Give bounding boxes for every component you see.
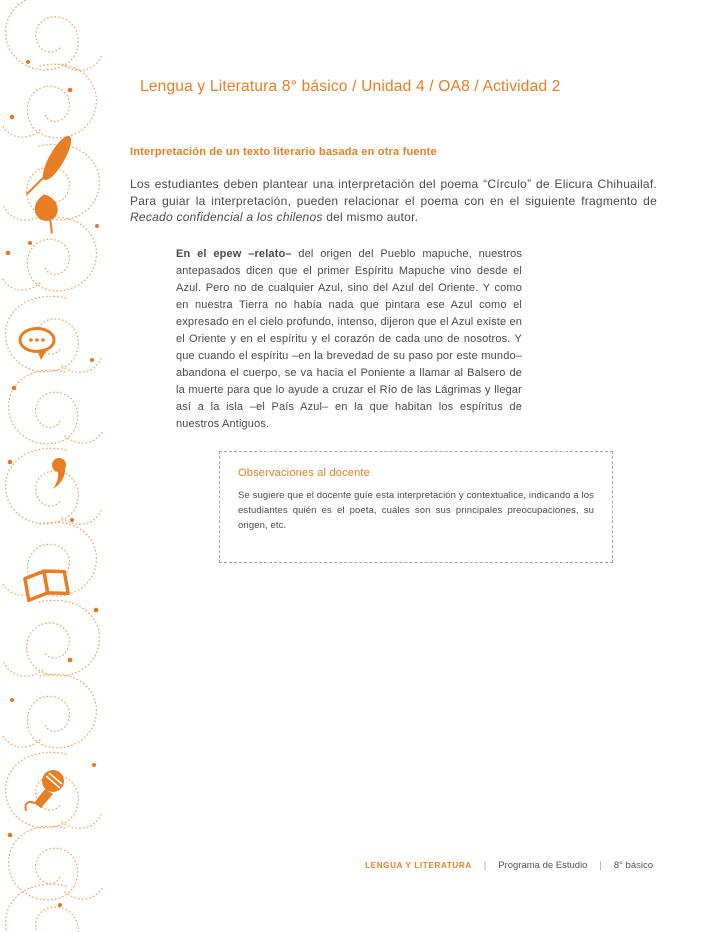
pen-nib-icon [31, 192, 63, 236]
quote-lead-bold: En el epew –relato– [176, 248, 292, 260]
speech-bubble-icon [20, 329, 54, 361]
teacher-notes-title: Observaciones al docente [238, 467, 370, 479]
intro-text-after: del mismo autor. [322, 210, 419, 224]
intro-paragraph [130, 176, 657, 226]
page-footer [365, 860, 653, 871]
footer-separator: | [483, 860, 487, 870]
footer-separator: | [599, 860, 602, 870]
footer-brand: LENGUA Y LITERATURA [365, 861, 472, 870]
teacher-notes-body: Se sugiere que el docente guíe esta interpretación y contextualice, indicando a los estudiantes quién es el poeta, cuáles son sus principales preocupaciones, su origen, etc. [238, 490, 594, 531]
teacher-notes-box [219, 451, 613, 563]
quote-block [176, 246, 522, 433]
microphone-icon [25, 770, 64, 810]
quote-body: del origen del Pueblo mapuche, nuestros antepasados dicen que el primer Espíritu Mapuche vino desde el Azul. Pero no de cualquier Azul, sino del Azul del Oriente. Y como en nuestra Tierra no había nada que pintara ese Azul como el expresado en el cielo profundo, intenso, dijeron que el Azul existe en el Oriente y en el espíritu y el corazón de cada uno de nosotros. Y que cuando el espíritu –en la brevedad de su paso por este mundo– abandona el cuerpo, se va hacia el Poniente a llamar al Balsero de la muerte para que lo ayude a cruzar el Río de las Lágrimas y llegar así a la isla –el País Azul– en la que habitan los espíritus de nuestros Antiguos. [176, 248, 522, 430]
open-book-icon [24, 568, 68, 601]
comma-icon [52, 458, 66, 489]
book-title-italic: Recado confidencial a los chilenos [130, 210, 323, 224]
footer-program: Programa de Estudio [498, 860, 588, 871]
activity-subtitle: Interpretación de un texto literario basada en otra fuente [130, 146, 437, 158]
page-title: Lengua y Literatura 8° básico / Unidad 4 / OA8 / Actividad 2 [140, 78, 561, 95]
intro-text-before: Los estudiantes deben plantear una interpretación del poema “Círculo” de Elicura Chihuailaf. Para guiar la interpretación, pueden relacionar el poema con en el siguiente fragmento de [130, 177, 657, 208]
quill-feather-icon [27, 132, 76, 201]
decorative-sidebar [0, 0, 110, 932]
footer-grade: 8° básico [613, 860, 653, 871]
